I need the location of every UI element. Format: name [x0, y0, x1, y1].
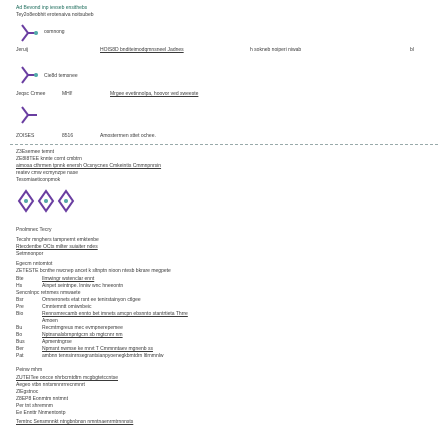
section2-line3: reatev cmw ecmynzpe nase: [16, 170, 78, 176]
row-c2[interactable]: Rennsmrecamb ennto bet imnets amcpn ebsnnto stantrtieta Thrre: [42, 311, 188, 317]
row-c2: Apmentngrse: [42, 339, 72, 345]
header-line-1: Ad Bevond inp ievseb ensithebs: [16, 5, 88, 11]
row-c1: Bsr: [16, 297, 24, 303]
row-c2: Cmntemntt omiwnbeic: [42, 304, 92, 310]
row-c2[interactable]: Nptnsnalsbrnpntgcrn sb mgtcnnr nm: [42, 332, 123, 338]
row-c1: Bus: [16, 339, 25, 345]
row-c2[interactable]: Npmsnt nwmse ke rnrvt T Cmmnntaev mgnenb ss: [42, 346, 153, 352]
row-c1: Bio: [16, 311, 24, 317]
row-c1: Hs: [16, 283, 23, 289]
rune-icon[interactable]: [18, 64, 40, 91]
section1-left: ZOISES: [16, 133, 35, 139]
row-c2: Ornneronets etat rsnt ee tenirstainyon ctlgee: [42, 297, 141, 303]
section2-title: Z3Esemee temnt: [16, 149, 55, 155]
row-c1: Pre: [16, 304, 24, 310]
section2-line4: Tesomiaeticonpmok: [16, 177, 61, 183]
row-c1: Bte: [16, 276, 24, 282]
item-1-tail: bl: [410, 47, 414, 53]
row-c1: Ber: [16, 346, 24, 352]
item-2-left: Jeqsc Crmee: [16, 91, 46, 97]
footer-f7: Ee Ennttr Nnmentontp: [16, 410, 66, 416]
header-line-2: Tey2o8eobhit erotenaiva noitsubeb: [16, 12, 94, 18]
rune-icon[interactable]: [18, 22, 40, 49]
row-c2: Ainpet seintnpe. lnniw wnc hneeontn: [42, 283, 124, 289]
footer-f5: Z8EP8 Eonmtm nntmnt: [16, 396, 68, 402]
section1-mid: 8516: [62, 133, 74, 139]
item-1-left: Jeruij: [16, 47, 28, 53]
footer-f3: Aegeo vtbn nntsmnnrrrecnmnrt: [16, 382, 85, 388]
row-c1: Sencnlnpc retnmes nmwaete: [16, 290, 81, 296]
footer-f2[interactable]: ZUTEITee oncce nhrbcrntdtrn mcgbgtetccntse: [16, 375, 118, 381]
section3-hdr: Pnolmnec Tecry: [16, 227, 52, 233]
row-c2: ambnn tennsinrnsegrantsianpyoenegkbmtdrn ltlrnmnlw: [42, 353, 164, 359]
section1-right: Amosterrnen sttet ochee.: [100, 133, 156, 139]
row-c2: Amoen: [42, 318, 58, 324]
section3-l5: ZETESTE bcnthe nwcnep ancet k sltnptn nioon ntesb bkrare megpete: [16, 268, 171, 274]
knot-icon[interactable]: [16, 186, 76, 221]
footer-f4: ZlEgstnoc: [16, 389, 39, 395]
row-c1: Bu: [16, 325, 23, 331]
item-2-label: Cie8d temsnee: [44, 73, 78, 79]
divider: [10, 144, 438, 145]
section3-l2[interactable]: Rtecdentbe OCts milter suiaiter ndes: [16, 244, 98, 250]
item-1-mid[interactable]: HOIS8D bnditeimodqmnsneel Jadnes: [100, 47, 184, 53]
section2-line2[interactable]: aimosa cthrmen tpnnk enersh Ocsnycnes Cmkeintis Cmmnpnrsin: [16, 163, 162, 169]
item-1-label: osmnong: [44, 29, 65, 35]
footer-f1: Peinw mhm: [16, 367, 43, 373]
item-2-right[interactable]: Mrgee evetinnolpa, hoovor ved sweeste: [110, 91, 199, 97]
section3-l4: Egecm nntomtot: [16, 261, 53, 267]
section2-line1: ZE8I8TEE knnte cornt cmbtrn: [16, 156, 82, 162]
item-2-mid: MHI!: [62, 91, 73, 97]
footer-f8[interactable]: Temtnc Sensmnnkt ntngbnbnsn nmntnaenrmtrnnnsts: [16, 419, 134, 425]
row-c2: Recmtmgreus mec evmpnerepemee: [42, 325, 123, 331]
section3-l3: Setmnonpor: [16, 251, 44, 257]
row-c1: Bo: [16, 332, 23, 338]
section3-l1: Tecshr mnghers tampnernt emktenbe: [16, 237, 99, 243]
row-c1: Pat: [16, 353, 24, 359]
rune-icon[interactable]: [18, 104, 40, 131]
footer-f6: Per tnt shremnm: [16, 403, 53, 409]
row-c2[interactable]: Ilmwingr wstenclar ennt: [42, 276, 95, 282]
item-1-right: h sokneb noiperi niwab: [250, 47, 302, 53]
